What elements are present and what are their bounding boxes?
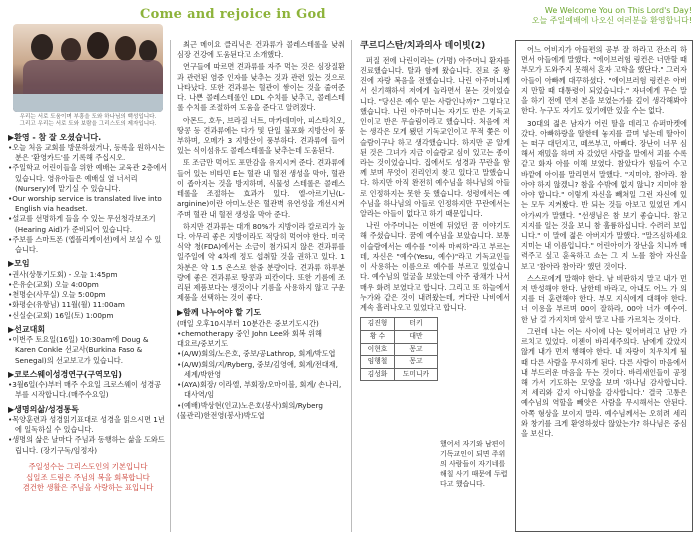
list-item: •주보를 스마트폰 (앱플리케이션)에서 보실 수 있습니다. — [8, 234, 162, 255]
prayer-section-title: ▶함께 나누어야 할 기도 — [177, 308, 262, 318]
story-title: 쿠르디스탄/치과의사 데이빗(2) — [360, 41, 486, 51]
motto-line: 주일성수는 그리스도인의 기본입니다 — [28, 461, 148, 471]
meetings-list — [8, 270, 168, 321]
list-item: •오늘 처음 교회를 방문하셨거나, 등록을 원하시는 분은 '환영카드'를 기록해 주십시오. — [8, 142, 165, 163]
welcome-korean: 오늘 주일예배에 나오신 여러분을 환영합니다! — [531, 16, 692, 25]
story-continuation: 했어서 자기와 남편이 기독교인이 되면 주위의 사람들이 자기네를 해칠 사기 때문에 두렵다고 했습니다. — [440, 440, 508, 488]
prayer-list — [177, 329, 345, 421]
health-article-column — [170, 40, 352, 532]
list-item: •주일학교 어린이들을 위한 예배는 교육관 2층에서 있습니다. 영유아들은 예배실 옆 너서리(Nursery)에 맡기실 수 있습니다. — [8, 163, 168, 193]
announcements-column — [8, 24, 168, 532]
section-reading-title: ▶생명의삶/성경통독 — [8, 404, 79, 414]
photo-caption — [8, 114, 168, 129]
prayer-note: (매일 오후10시부터 10분간은 중보기도시간) — [177, 318, 319, 328]
reflection-paragraph: 어느 어비지가 아들편의 공부 잘 하라고 잔소리 하면서 아들에게 말했다. "에이브러험 링컨은 너만할 때 부모가 도와주지 못해서 혼자 고학을 했단다." 그러자 아들이 아빠께 대꾸하셨다. "에이브러험 링컨은 아버지 만할 때 대통령이 되었습니다." 자녀에게 무슨 말을 하기 전에 먼저 본을 보였는가를 깊이 생각해봐야 한다. 누구도 자기도 있기에만 있을 수는 없다. — [521, 45, 687, 116]
table-row: 임행철 몽고 — [361, 356, 438, 369]
reflection-paragraph: 그런데 나는 어는 사이에 나는 잊어버리고 남만 가르치고 있었다. 이젠이 바리새주의다. 남에게 갔았지 않게 내가 먼저 행해야 한다. 내 자랑이 치우치게 될 때 다른 사람을 무시하게 된다. 다른 사람이 마음에서 내 부드러운 마음을 두는 것이다. 바리새인들이 공정해 가서 기도하는 모양을 보며 '하나님 감사합니다. 저 세리와 같지 아니함을 감사합니다.' 결국 고통은 예수님의 역할을 빼앗은 사람을 무시해서는 안된다. 아쪽 형상을 보이지 말라. 예수님께서는 오히려 세리와 창기를 크게 환영하셨다 않았는가? 하나님은 중심을 보신다. — [521, 326, 687, 439]
article-paragraph: 또 조금만 먹어도 포만감을 유지시켜 준다. 견과류에 들어 있는 비타민 E는 혈관 내 혈전 생성을 막아, 혈관이 좁아지는 것을 방지하며, 식물성 스테롤은 콜레스테롤을 조절하는 효과가 있다. 엘-아르기닌(L-arginine)이란 아미노산은 혈관벽 유연성을 개선시켜주며 혈관 내 혈전 생성을 막아 준다. — [177, 158, 345, 219]
caption-line: 그리고 우리는 서로 도와 보람을 그리스도의 제자입니다. — [19, 121, 157, 128]
article-paragraph: 하지만 견과류는 대개 80%가 지방이라 칼로리가 높다. 아무리 좋은 지방이라도 적당히 먹어야 한다. 미국 식약 청(FDA)에서는 소금이 첨가되지 않은 견과류를 일주일에 약 4차례 정도 섭취할 것을 권하고 있다. 1차분은 약 1.5 온스로 한줌 분량이다. 견과류 하루분량에 좋은 견과류로 땅콩과 피칸이다. 또한 기름에 조리된 제품보다는 생것이나 기름을 사용하지 않고 구운 제품을 선택하는 것이 좋다. — [177, 221, 345, 303]
list-item: •chemotherapy 중인 John Lee와 회복 위해 — [177, 329, 322, 339]
list-item: •천명순(사무실) 오늘 5:00pm — [8, 290, 106, 300]
list-item: •(A/W)회의/노은호, 중보/공Lathrop, 회계/박도엽 — [177, 349, 336, 359]
list-item: •(예배)박상현(인교)노은호(봉사)회의/Ryberg — [177, 400, 323, 410]
list-item: 대요르/중보기도 — [177, 339, 229, 349]
list-item: •3월6일(수)부터 매주 수요일 크로스웨이 성경공부를 시작합니다.(매주수요일) — [8, 380, 162, 400]
table-row: 김진형 터키 — [361, 318, 438, 331]
story-paragraph: 퍼질 전에 나린이라는 (가명) 아주머니 환자를 진료했습니다. 탈과 함께 왔습니다. 진료 중 왕진에 자랑 복음을 전했습니다. 나린 아주머니께서 신기해하셔 저에게 놀라면서 묻는 것이었습니다. "당신은 예수 믿는 사람인나까?" 그렇다고 했습니다. 나린 아주머니는 자기도 반은 기독교인이고 반은 무슬림이라고 했습니다. 처음에 저는 생각은 모게 됐던 기독교인이고 무적 쫓은 이슬람이구나 하고 생각했습니다. 하지만 곧 알게 된 것은 그녀가 지금 이슬람교 심이 있고는 종이라는 것이었습니다. 집에서도 성경과 꾸란을 함께 보며 무엇이 진리인지 찾고 있다고 말했습니다. 하지만 아직 완전히 예수님을 하나님의 아들로 인정하지는 못한 듯 했습니다. 성령에서는 예수님을 하나님의 아들로 인정하지만 꾸란에서는 알라는 아들이 없다고 하기 때문입니다. — [360, 55, 510, 219]
reflection-paragraph: 스스로에게 말해야 한다. 남 비판하지 말고 내가 먼저 반성해야 한다. 남한테 바라고, 아내도 어느 가 의지를 더 훈련해야 한다. 부모 지식에게 대해야 한다. 너 이용을 부르며 00이 잘하라, 00아 너가 예수여. 한 남 걸 가지치며 앞서 말고 나를 가르치는 것이다. — [521, 273, 687, 324]
list-item: •화평순(유항님) 11월(월) 11:00am — [8, 300, 125, 310]
reflection-box — [515, 40, 693, 532]
bible-study-list — [8, 380, 168, 400]
list-item: •신실순(교회) 16일(토) 1:00pm — [8, 310, 114, 320]
missionary-table — [360, 317, 438, 381]
list-item: •목양훈련과 성경읽기표대로 성경을 읽으시면 1년에 일독하실 수 있습니다. — [8, 414, 165, 435]
welcome-english: We Welcome You on This Lord's Day! — [544, 6, 692, 15]
table-row: 김성화 도미니카 — [361, 368, 438, 381]
welcome-list — [8, 143, 168, 255]
motto-line: 겸건한 생활은 주님을 사랑하는 표입니다 — [22, 483, 154, 493]
mission-list — [8, 335, 168, 366]
article-paragraph: 최근 메이요 클리닉은 건과류가 콜레스테롤을 낮춰 심장 건강에 도움된다고 소개했다. — [177, 40, 345, 60]
section-meetings-title: ▶모임 — [8, 259, 30, 269]
list-item: •생명의 삶은 날마다 주님과 동행하는 삶을 도와드립니다. (장기구독/임정자) — [8, 435, 165, 455]
story-paragraph: 나린 아주머니는 이번에 뒤었던 꿈 이야기도 해 주셨습니다. 꿈에 예수님을 보았습니다. 보통 이슬람에서는 예수를 "이싸 마씨하"라고 부르는데, 자신은 "예수(Yesu, 예수)"라고 기독교인들이 사용하는 이름으로 예수를 부르고 있었습니다. 예수님의 얼굴을 보았는데 아주 광채가 나서 매우 화려 보였다고 합니다. 그리고 또 하늘에서 누가와 같은 것이 내려왔는데, 커다란 나비에서 계속 흘러나오고 있었다고 합니다. — [360, 221, 510, 313]
article-paragraph: 연구들에 따르면 견과류를 자주 먹는 것은 심장질환과 관련된 염증 인자를 낮추는 것과 관련 있는 것으로 나타났다. 또한 견과류는 혈관이 쌓이는 것을 줄여준다. 나쁜 콜레스테롤인 LDL 수치를 낮추고, 콜레스테롤 수치를 조절하여 도움을 준다고 알려졌다. — [177, 62, 345, 113]
table-row: 이현호 몽고 — [361, 343, 438, 356]
list-item: •설교를 선명하게 들을 수 있는 무선청각보조기(Hearing Aid)가 준비되어 있습니다. — [8, 214, 156, 234]
list-item: •이번주 토요일(16일) 10:30am에 Doug & Karen Conkle 선교사(Burkina Faso & Senegal)의 선교보고가 있습니다. — [8, 335, 149, 365]
bulletin-title-right — [532, 6, 692, 26]
reading-list — [8, 415, 168, 456]
article-paragraph: 아몬드, 호두, 브라질 너트, 마카데미아, 피스타치오, 땅콩 등 견과류에는 다가 및 단일 불포화 지방산이 풍부하며, 오메가 3 지방산이 풍부하다. 견과류에 들어 있는 식이섬유도 콜레스테롤을 낮추는데 도움된다. — [177, 115, 345, 156]
caption-line: 우리는 서로 도움이며 부흥을 도와 하나님의 백성입니다. — [19, 114, 157, 120]
section-bible-study-title: ▶코로스웨이성경연구(구역모임) — [8, 369, 122, 379]
list-item: •Our worship service is translated live into English via headset. — [8, 193, 162, 214]
list-item: (물관리)한전영(봉사)박도엽 — [177, 410, 265, 420]
bulletin-title-left: Come and rejoice in God — [140, 7, 326, 22]
section-welcome-title: ▶환영 - 참 잘 오셨습니다. — [8, 132, 102, 142]
list-item: •은유순(교회) 오늘 4:00pm — [8, 279, 99, 289]
table-row: 황 수 대만 — [361, 330, 438, 343]
list-item: •(A/W)회의/지/Ryberg, 중보/김영애, 회계/전대재, 세계/박한영 — [177, 359, 338, 379]
reflection-paragraph: 30대의 젊은 남자가 어린 딸을 데리고 슈퍼마켓에 갔다. 아빠하랑을 딸한테 놓지를 끌며 넣는데 딸아이는 떠구 대던지고, 떼쓰부고, 아빠다. 장난이 너무 심해서 재밌을 하며 자 갔었던 사람을 말에서 괴를 수록 같고 화자 아를 이해 보였다. 참았다가 힘들어 수고 바깥에 아이를 말리면서 말했다. "지미야, 참아라. 참아야 하지 않겠니? 참을 수밖에 없지 않니? 지미야 참아야 합니다." 이렇게 자신을 빼쳐일 그런 자신에 있는 모두 지켜봤다. 반 되는 것들 아보고 있었던 게시 아가씨가 말했다. "선생님은 참 보기 좋습니다. 참고 지지를 일는 것을 보니 참 훌륭하십니다. 수려러 보입니다." 이 말에 젊은 아버지가 말했다. "말즈심하세요 지미는 내 이름입니다." 어린아이가 장난을 치니까 매력주고 싶고 훈육하고 쇼는 그 지 노를 참아 자신을 보고 '참아라 참아라' 했던 것이다. — [521, 118, 687, 271]
list-item: •권사(상통기도회) - 오늘 1:45pm — [8, 269, 118, 279]
closing-motto — [8, 462, 168, 494]
section-mission-title: ▶선교대회 — [8, 324, 46, 334]
group-photo — [13, 24, 163, 112]
motto-line: 십일조 드림은 주님의 복을 회복합니다 — [26, 472, 150, 482]
list-item: •(AYA)회장/ 이라엘, 부회장/오마이블, 회계/ 손나리, 대사역/임 — [177, 380, 342, 400]
